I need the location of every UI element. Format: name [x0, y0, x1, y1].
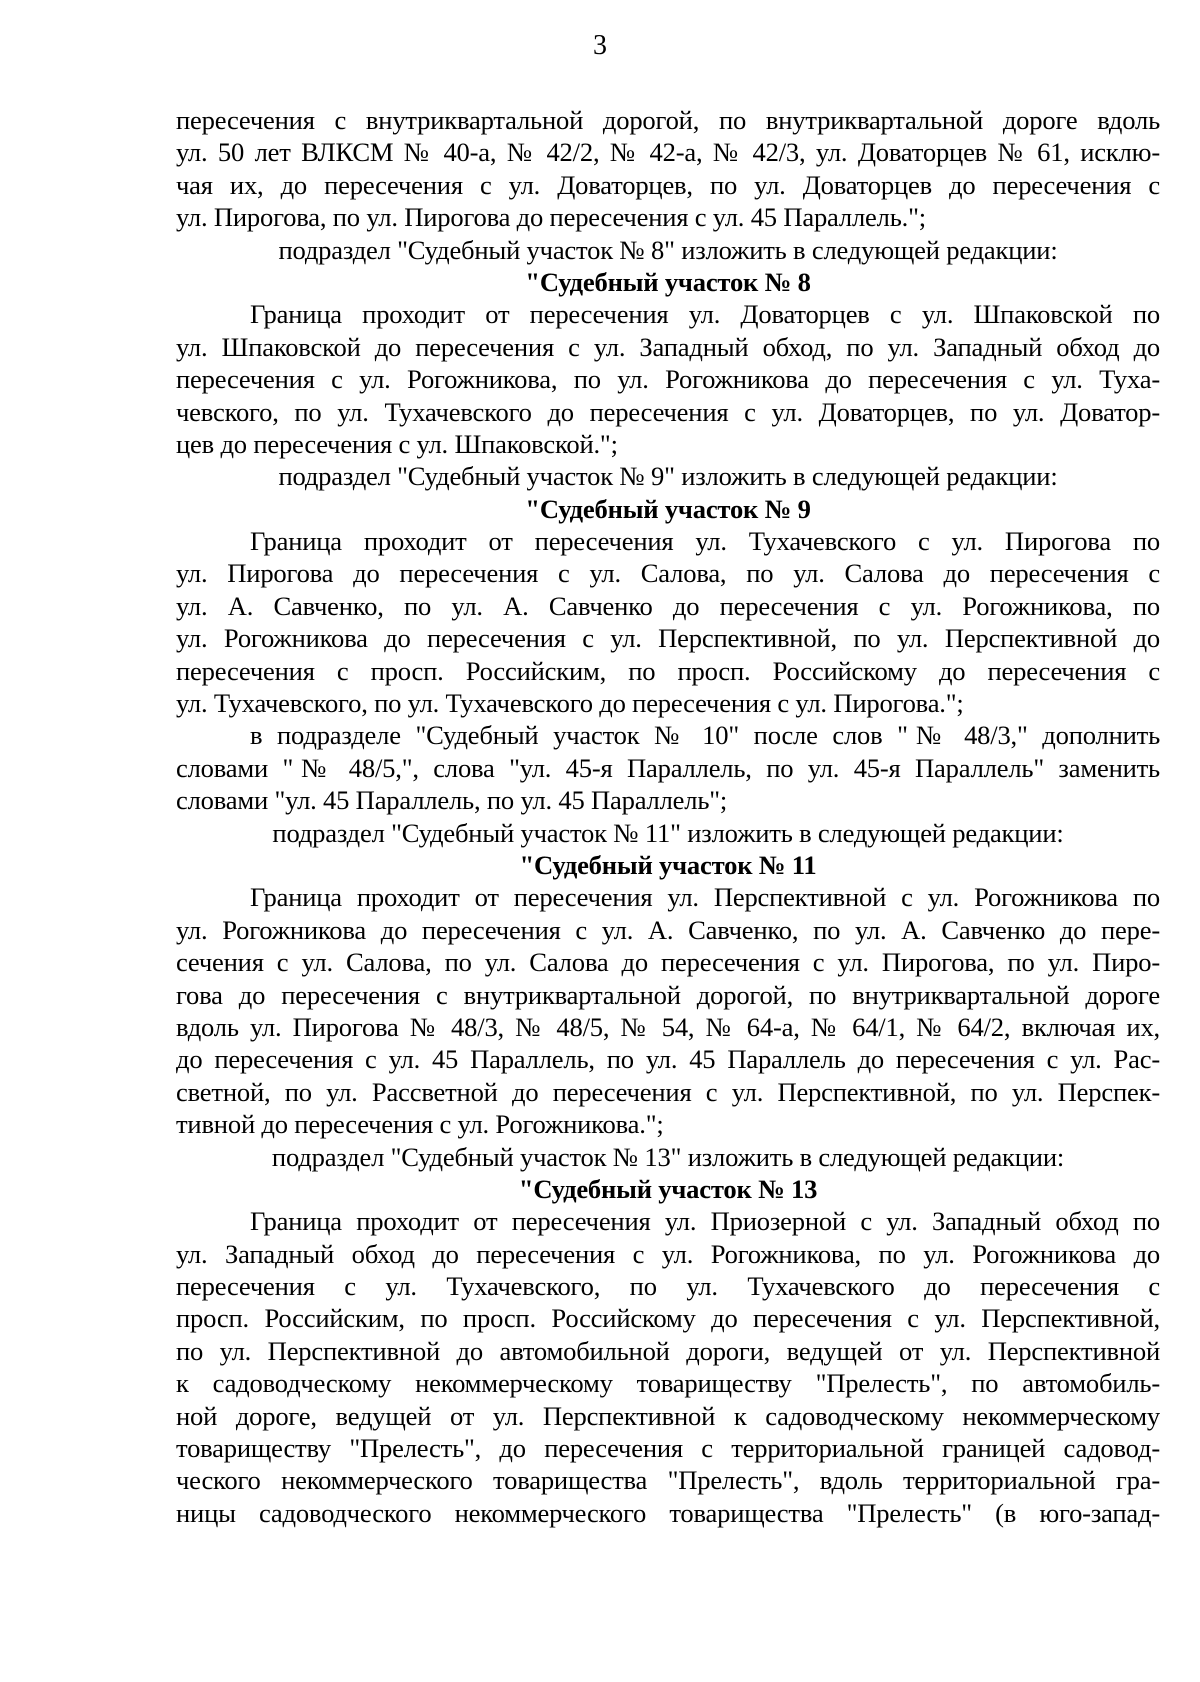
text-line: чевского, по ул. Тухачевского до пересечения с ул. Доваторцев, по ул. Доватор- [176, 396, 1160, 427]
amendment-instruction: подраздел "Судебный участок № 11" изложить в следующей редакции: [272, 817, 1064, 848]
text-line: ул. Пирогова, по ул. Пирогова до пересечения с ул. 45 Параллель."; [176, 202, 926, 233]
text-line: по ул. Перспективной до автомобильной дороги, ведущей от ул. Перспективной [176, 1335, 1160, 1366]
text-line: ул. Тухачевского, по ул. Тухачевского до пересечения с ул. Пирогова."; [176, 688, 964, 719]
text-line: товариществу "Прелесть", до пересечения с территориальной границей садовод- [176, 1433, 1160, 1464]
text-line: гова до пересечения с внутриквартальной дорогой, по внутриквартальной дороге [176, 979, 1160, 1010]
paragraph-first-line: в подразделе "Судебный участок № 10" после слов "№ 48/3," дополнить [250, 720, 1160, 751]
section-heading: "Судебный участок № 13 [518, 1173, 818, 1204]
page-number: 3 [593, 30, 607, 61]
section-heading: "Судебный участок № 8 [525, 266, 811, 297]
paragraph-first-line: Граница проходит от пересечения ул. Тухачевского с ул. Пирогова по [250, 526, 1160, 557]
text-line: ческого некоммерческого товарищества "Прелесть", вдоль территориальной гра- [176, 1465, 1160, 1496]
text-line: словами "№ 48/5,", слова "ул. 45-я Параллель, по ул. 45-я Параллель" заменить [176, 752, 1160, 783]
section-heading: "Судебный участок № 11 [519, 849, 817, 880]
section-heading: "Судебный участок № 9 [525, 493, 811, 524]
paragraph-first-line: Граница проходит от пересечения ул. Доваторцев с ул. Шпаковской по [250, 299, 1160, 330]
text-line: ул. Пирогова до пересечения с ул. Салова, по ул. Салова до пересечения с [176, 558, 1160, 589]
text-line: ул. Рогожникова до пересечения с ул. Перспективной, по ул. Перспективной до [176, 623, 1160, 654]
text-line: вдоль ул. Пирогова № 48/3, № 48/5, № 54, № 64-а, № 64/1, № 64/2, включая их, [176, 1011, 1160, 1042]
amendment-instruction: подраздел "Судебный участок № 9" изложить в следующей редакции: [278, 461, 1058, 492]
text-line: к садоводческому некоммерческому товариществу "Прелесть", по автомобиль- [176, 1368, 1160, 1399]
paragraph-first-line: Граница проходит от пересечения ул. Перспективной с ул. Рогожникова по [250, 882, 1160, 913]
text-line: сечения с ул. Салова, по ул. Салова до пересечения с ул. Пирогова, по ул. Пиро- [176, 947, 1160, 978]
text-line: ул. 50 лет ВЛКСМ № 40-а, № 42/2, № 42-а, № 42/3, ул. Доваторцев № 61, исклю- [176, 137, 1160, 168]
text-line: словами "ул. 45 Параллель, по ул. 45 Параллель"; [176, 785, 728, 816]
text-line: ной дороге, ведущей от ул. Перспективной к садоводческому некоммерческому [176, 1400, 1160, 1431]
text-line: тивной до пересечения с ул. Рогожникова."; [176, 1109, 664, 1140]
text-line: просп. Российским, по просп. Российскому до пересечения с ул. Перспективной, [176, 1303, 1160, 1334]
amendment-instruction: подраздел "Судебный участок № 8" изложить в следующей редакции: [278, 234, 1058, 265]
text-line: пересечения с внутриквартальной дорогой, по внутриквартальной дороге вдоль [176, 105, 1160, 135]
text-line: пересечения с ул. Рогожникова, по ул. Рогожникова до пересечения с ул. Туха- [176, 364, 1160, 395]
text-line: пересечения с просп. Российским, по просп. Российскому до пересечения с [176, 655, 1160, 686]
amendment-instruction: подраздел "Судебный участок № 13" изложить в следующей редакции: [271, 1141, 1065, 1172]
text-line: ул. Западный обход до пересечения с ул. Рогожникова, по ул. Рогожникова до [176, 1238, 1160, 1269]
text-line: чая их, до пересечения с ул. Доваторцев, по ул. Доваторцев до пересечения с [176, 169, 1160, 200]
document-body [176, 104, 1160, 1529]
text-line: светной, по ул. Рассветной до пересечения с ул. Перспективной, по ул. Перспек- [176, 1076, 1160, 1107]
text-line: пересечения с ул. Тухачевского, по ул. Тухачевского до пересечения с [176, 1271, 1160, 1302]
paragraph-first-line: Граница проходит от пересечения ул. Приозерной с ул. Западный обход по [250, 1206, 1160, 1237]
text-line: цев до пересечения с ул. Шпаковской."; [176, 428, 618, 459]
text-line: ул. А. Савченко, по ул. А. Савченко до пересечения с ул. Рогожникова, по [176, 590, 1160, 621]
text-line: ницы садоводческого некоммерческого товарищества "Прелесть" (в юго-запад- [176, 1497, 1160, 1528]
text-line: ул. Рогожникова до пересечения с ул. А. Савченко, по ул. А. Савченко до пере- [176, 914, 1160, 945]
text-line: ул. Шпаковской до пересечения с ул. Западный обход, по ул. Западный обход до [176, 331, 1160, 362]
text-line: до пересечения с ул. 45 Параллель, по ул. 45 Параллель до пересечения с ул. Рас- [176, 1044, 1160, 1075]
